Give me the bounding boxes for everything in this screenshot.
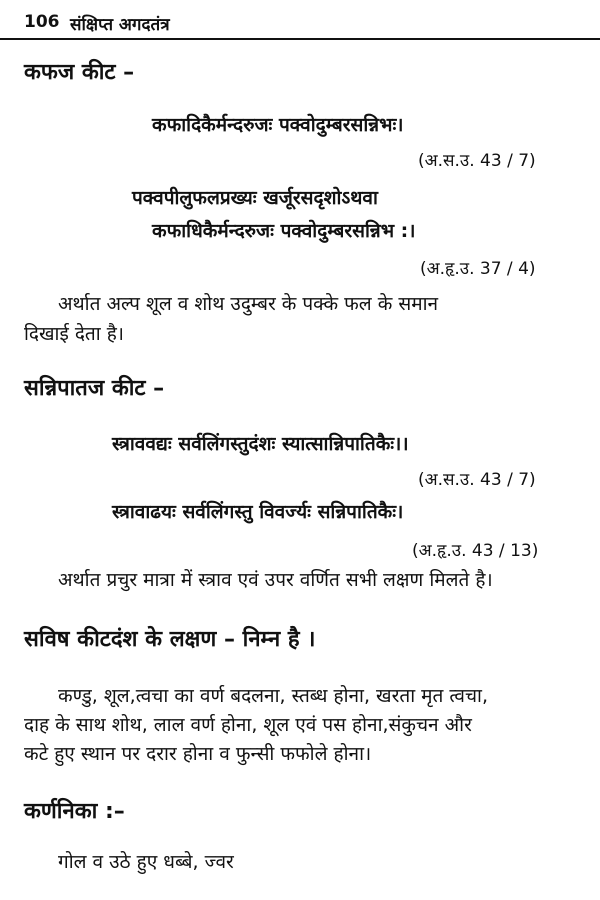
page-number: 106 — [24, 12, 60, 32]
section-heading-kaphaja: कफज कीट – — [24, 60, 135, 85]
verse-line: कफाधिकैर्मन्दरुजः पक्वोदुम्बरसन्निभ :। — [152, 220, 416, 242]
meaning-text: दिखाई देता है। — [24, 323, 125, 345]
verse-line: स्त्राववद्यः सर्वलिंगस्तुदंशः स्यात्सान्निपातिकैः।। — [112, 433, 409, 455]
verse-line: पक्वपीलुफलप्रख्यः खर्जूरसदृशोऽथवा — [132, 187, 378, 209]
verse-reference: (अ.स.उ. 43 / 7) — [418, 151, 536, 171]
verse-line: स्त्रावाढयः सर्वलिंगस्तु विवर्ज्यः सन्निपातिकैः। — [112, 501, 404, 523]
header-rule — [0, 38, 600, 40]
symptom-text: गोल व उठे हुए धब्बे, ज्वर — [58, 851, 234, 873]
symptom-text: दाह के साथ शोथ, लाल वर्ण होना, शूल एवं पस होना,संकुचन और — [24, 714, 472, 736]
running-title: संक्षिप्त अगदतंत्र — [70, 15, 170, 35]
section-heading-sannipataja: सन्निपातज कीट – — [24, 376, 165, 401]
section-heading-savisha: सविष कीटदंश के लक्षण – निम्न है । — [24, 627, 316, 652]
meaning-text: अर्थात प्रचुर मात्रा में स्त्राव एवं उपर वर्णित सभी लक्षण मिलते है। — [58, 569, 493, 591]
symptom-text: कटे हुए स्थान पर दरार होना व फुन्सी फफोले होना। — [24, 743, 372, 765]
verse-reference: (अ.हृ.उ. 37 / 4) — [420, 259, 536, 279]
symptom-text: कण्डु, शूल,त्वचा का वर्ण बदलना, स्तब्ध होना, खरता मृत त्वचा, — [58, 685, 489, 707]
verse-reference: (अ.हृ.उ. 43 / 13) — [412, 541, 539, 561]
verse-line: कफादिकैर्मन्दरुजः पक्वोदुम्बरसन्निभः। — [152, 114, 404, 136]
meaning-text: अर्थात अल्प शूल व शोथ उदुम्बर के पक्के फल के समान — [58, 293, 439, 315]
verse-reference: (अ.स.उ. 43 / 7) — [418, 470, 536, 490]
section-heading-karnanika: कर्णनिका :– — [24, 799, 125, 824]
